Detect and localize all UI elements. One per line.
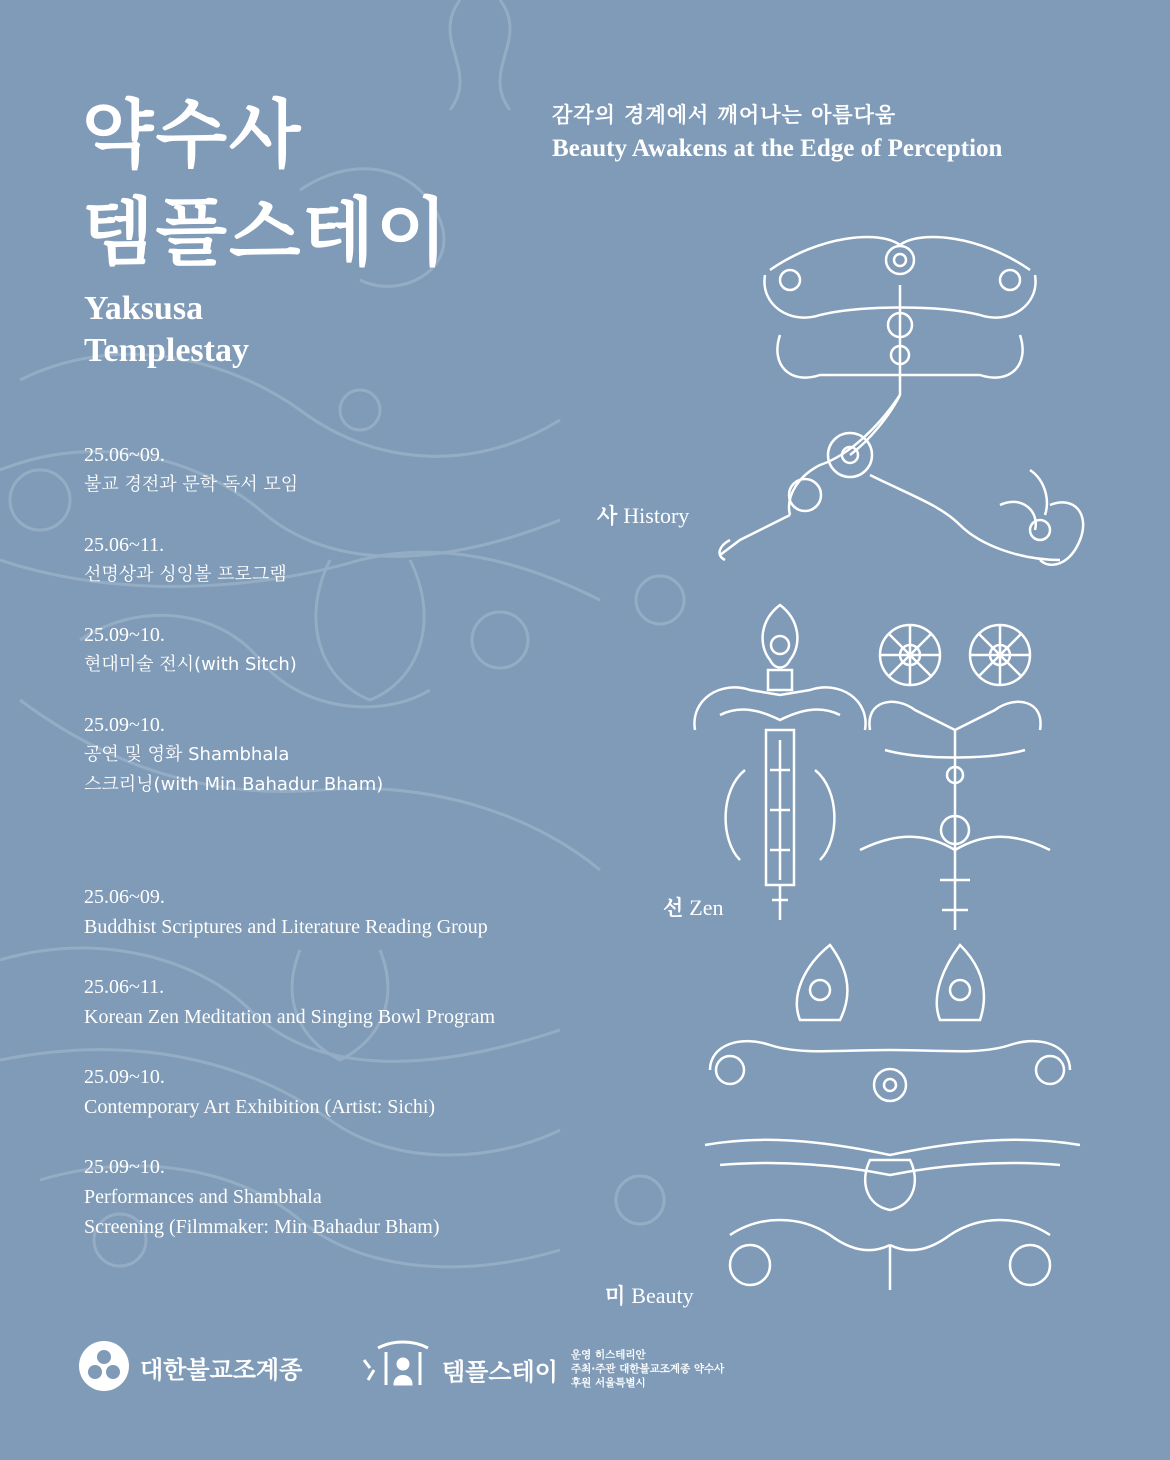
schedule-korean-item [84,440,298,500]
motif-hangul: 사 [597,504,618,528]
schedule-line: 스크리닝(with Min Bahadur Bham) [84,774,384,795]
schedule-date: 25.09~10. [84,1156,165,1178]
schedule-line: 현대미술 전시(with Sitch) [84,654,297,675]
schedule-date: 25.06~09. [84,886,165,908]
motif-hangul: 선 [663,896,684,920]
tagline [552,98,1002,166]
schedule-english-item [84,1152,439,1242]
schedule-korean-item [84,620,297,680]
zen-ornament [680,600,1080,940]
schedule-english-item [84,972,495,1032]
schedule-korean-item [84,530,287,590]
schedule-english-item [84,1062,435,1122]
motif-hangul: 미 [605,1284,626,1308]
schedule-date: 25.06~11. [84,976,165,998]
title-korean [82,86,449,282]
org-templestay: 템플스테이 [442,1358,558,1386]
schedule-date: 25.06~11. [84,534,165,556]
schedule-date: 25.09~10. [84,714,165,736]
schedule-line: Korean Zen Meditation and Singing Bowl Program [84,1006,496,1028]
tagline-korean: 감각의 경계에서 깨어나는 아름다움 [552,103,897,127]
schedule-english-item [84,882,488,942]
credit-line: 운영 히스테리안 [571,1349,646,1361]
templestay-logo-icon [358,1340,438,1390]
credits [571,1348,724,1390]
schedule-line: 선명상과 싱잉볼 프로그램 [84,564,287,585]
schedule-line: Contemporary Art Exhibition (Artist: Sichi) [84,1096,436,1118]
credit-line: 주최·주관 대한불교조계종 약수사 [571,1363,725,1375]
motif-label-history [597,500,689,530]
schedule-line: Performances and Shambhala [84,1186,322,1208]
schedule-line: Screening (Filmmaker: Min Bahadur Bham) [84,1216,440,1238]
motif-english: History [623,503,690,528]
jogye-order-emblem-icon [78,1340,130,1392]
motif-english: Beauty [631,1283,694,1308]
history-ornament [700,225,1095,590]
title-english-line1: Yaksusa [84,290,204,327]
org-jogye: 대한불교조계종 [140,1356,303,1384]
beauty-ornament [690,935,1090,1300]
schedule-line: 공연 및 영화 Shambhala [84,744,290,765]
motif-english: Zen [689,895,724,920]
schedule-date: 25.09~10. [84,1066,165,1088]
tagline-english: Beauty Awakens at the Edge of Perception [552,135,1003,162]
title-korean-line2: 템플스테이 [82,190,450,276]
motif-label-beauty [605,1280,694,1310]
title-english [84,288,249,372]
schedule-date: 25.09~10. [84,624,165,646]
schedule-line: Buddhist Scriptures and Literature Reading Group [84,916,488,938]
schedule-date: 25.06~09. [84,444,165,466]
schedule-line: 불교 경전과 문학 독서 모임 [84,474,299,495]
credit-line: 후원 서울특별시 [571,1377,646,1389]
title-english-line2: Templestay [84,332,249,369]
schedule-korean-item [84,710,383,800]
title-korean-line1: 약수사 [82,92,303,178]
motif-label-zen [663,892,724,922]
